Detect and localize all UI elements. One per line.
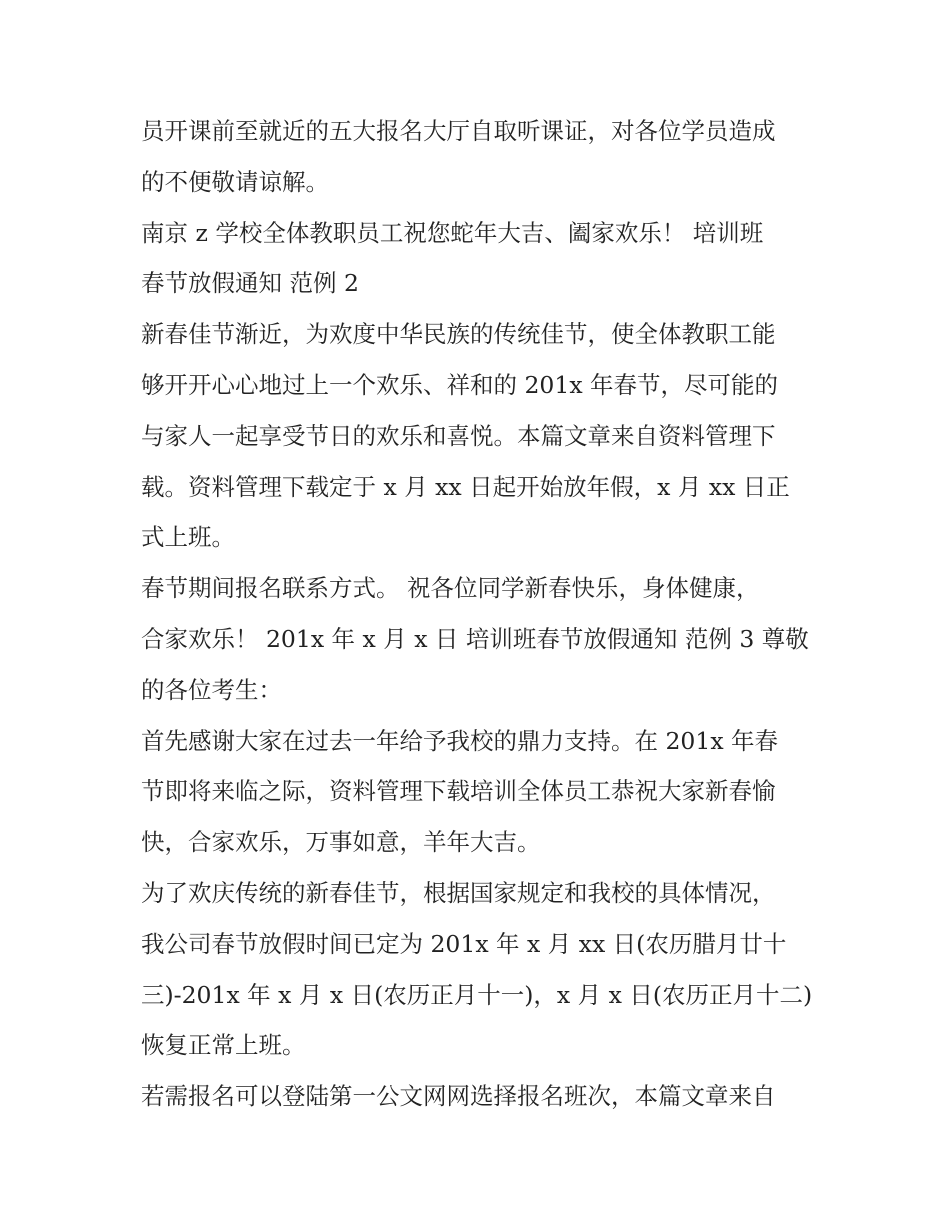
text-line-5: 新春佳节渐近，为欢度中华民族的传统佳节，使全体教职工能 xyxy=(141,320,776,349)
text-line-17: 我公司春节放假时间已定为 201x 年 x 月 xx 日(农历腊月廿十 xyxy=(141,929,787,958)
text-line-14: 节即将来临之际，资料管理下载培训全体员工恭祝大家新春愉 xyxy=(141,777,776,806)
text-line-12: 的各位考生： xyxy=(141,675,282,704)
text-line-2: 的不便敬请谅解。 xyxy=(141,167,329,196)
text-line-10: 春节期间报名联系方式。 祝各位同学新春快乐，身体健康， xyxy=(141,574,760,603)
text-line-11: 合家欢乐！ 201x 年 x 月 x 日 培训班春节放假通知 范例 3 尊敬 xyxy=(141,624,809,653)
text-line-6: 够开开心心地过上一个欢乐、祥和的 201x 年春节，尽可能的 xyxy=(141,370,779,399)
text-line-18: 三)-201x 年 x 月 x 日(农历正月十一)，x 月 x 日(农历正月十二) xyxy=(141,980,813,1009)
text-line-19: 恢复正常上班。 xyxy=(141,1031,306,1060)
text-line-15: 快，合家欢乐，万事如意，羊年大吉。 xyxy=(141,828,541,857)
text-line-4: 春节放假通知 范例 2 xyxy=(141,269,359,298)
text-line-1: 员开课前至就近的五大报名大厅自取听课证，对各位学员造成 xyxy=(141,117,776,145)
document-body xyxy=(141,106,821,1122)
text-line-7: 与家人一起享受节日的欢乐和喜悦。本篇文章来自资料管理下 xyxy=(141,421,776,450)
text-line-13: 首先感谢大家在过去一年给予我校的鼎力支持。在 201x 年春 xyxy=(141,726,779,755)
text-line-16: 为了欢庆传统的新春佳节，根据国家规定和我校的具体情况， xyxy=(141,878,776,907)
text-line-3: 南京 z 学校全体教职员工祝您蛇年大吉、阖家欢乐！ 培训班 xyxy=(141,218,764,247)
text-line-9: 式上班。 xyxy=(141,523,235,552)
text-line-8: 载。资料管理下载定于 x 月 xx 日起开始放年假，x 月 xx 日正 xyxy=(141,472,790,501)
text-line-20: 若需报名可以登陆第一公文网网选择报名班次，本篇文章来自 xyxy=(141,1082,776,1111)
